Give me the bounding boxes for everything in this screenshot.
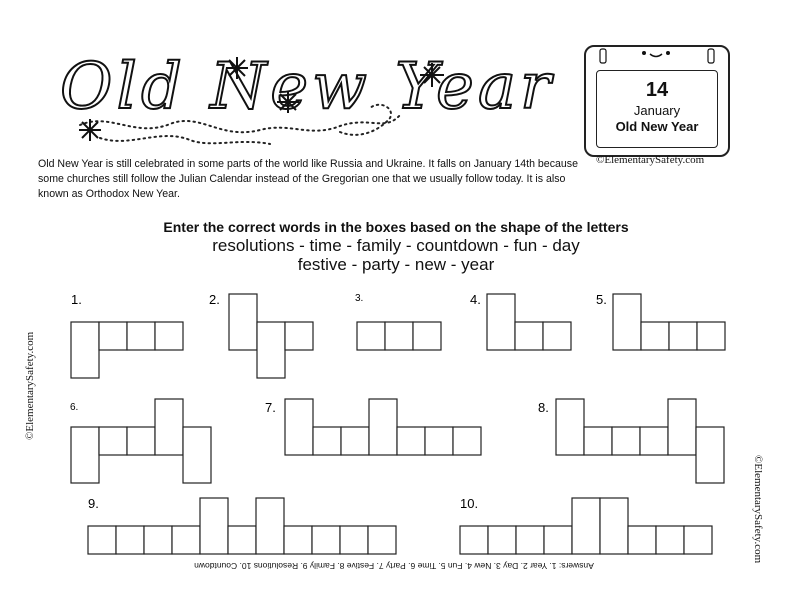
puzzle-1 xyxy=(71,292,183,378)
letter-box[interactable] xyxy=(696,427,724,483)
puzzle-label: 9. xyxy=(88,496,99,511)
letter-box[interactable] xyxy=(425,427,453,455)
calendar-day: 14 xyxy=(645,79,669,101)
letter-box[interactable] xyxy=(285,399,313,455)
letter-box[interactable] xyxy=(487,294,515,350)
letter-box[interactable] xyxy=(200,498,228,554)
letter-box[interactable] xyxy=(413,322,441,350)
letter-box[interactable] xyxy=(127,427,155,455)
puzzle-3 xyxy=(355,293,441,350)
puzzle-label: 1. xyxy=(71,292,82,307)
letter-box[interactable] xyxy=(488,526,516,554)
puzzle-6 xyxy=(70,399,211,483)
letter-box[interactable] xyxy=(116,526,144,554)
copyright-side-left: ©ElementarySafety.com xyxy=(24,331,36,440)
letter-box[interactable] xyxy=(88,526,116,554)
letter-box[interactable] xyxy=(313,427,341,455)
letter-box[interactable] xyxy=(357,322,385,350)
puzzle-7 xyxy=(265,399,481,455)
letter-box[interactable] xyxy=(71,322,99,378)
letter-box[interactable] xyxy=(697,322,725,350)
word-bank-line-2: festive - party - new - year xyxy=(297,255,495,274)
letter-box[interactable] xyxy=(613,294,641,350)
letter-box[interactable] xyxy=(340,526,368,554)
letter-box[interactable] xyxy=(155,399,183,455)
letter-box[interactable] xyxy=(127,322,155,350)
puzzle-label: 7. xyxy=(265,400,276,415)
letter-box[interactable] xyxy=(99,322,127,350)
letter-box[interactable] xyxy=(584,427,612,455)
puzzle-label: 6. xyxy=(70,402,79,413)
letter-box[interactable] xyxy=(543,322,571,350)
letter-box[interactable] xyxy=(369,399,397,455)
puzzle-10 xyxy=(460,496,712,554)
puzzle-label: 2. xyxy=(209,292,220,307)
letter-box[interactable] xyxy=(656,526,684,554)
letter-box[interactable] xyxy=(183,427,211,483)
title-heading: Old New Year xyxy=(60,50,555,124)
letter-box[interactable] xyxy=(368,526,396,554)
letter-box[interactable] xyxy=(312,526,340,554)
instructions: Enter the correct words in the boxes based on the shape of the letters xyxy=(163,219,629,235)
letter-box[interactable] xyxy=(641,322,669,350)
letter-box[interactable] xyxy=(556,399,584,455)
letter-box[interactable] xyxy=(668,399,696,455)
letter-box[interactable] xyxy=(257,322,285,378)
letter-box[interactable] xyxy=(453,427,481,455)
letter-box[interactable] xyxy=(71,427,99,483)
letter-box[interactable] xyxy=(460,526,488,554)
letter-box[interactable] xyxy=(172,526,200,554)
letter-box[interactable] xyxy=(229,294,257,350)
puzzle-8 xyxy=(538,399,724,483)
letter-box[interactable] xyxy=(640,427,668,455)
letter-box[interactable] xyxy=(144,526,172,554)
letter-box[interactable] xyxy=(572,498,600,554)
puzzle-2 xyxy=(209,292,313,378)
puzzle-label: 3. xyxy=(355,293,364,304)
answer-key: Answers: 1. Year 2. Day 3. New 4. Fun 5. Time 6. Party 7. Festive 8. Family 9. Resolutions 10. Countdown xyxy=(194,561,594,571)
calendar-month: January xyxy=(633,103,681,118)
puzzle-label: 10. xyxy=(460,496,479,511)
letter-box[interactable] xyxy=(284,526,312,554)
letter-box[interactable] xyxy=(612,427,640,455)
calendar-event: Old New Year xyxy=(615,119,699,134)
letter-box[interactable] xyxy=(285,322,313,350)
letter-box[interactable] xyxy=(256,498,284,554)
intro-paragraph: Old New Year is still celebrated in some parts of the world like Russia and Ukraine. It falls on January 14th because some churches still follow the Julian Calendar instead of the Gregorian one that we usually follow today. It is also known as Orthodox New Year. xyxy=(38,158,578,200)
letter-box[interactable] xyxy=(341,427,369,455)
puzzle-9 xyxy=(88,496,396,554)
letter-box[interactable] xyxy=(99,427,127,455)
letter-box[interactable] xyxy=(684,526,712,554)
letter-box[interactable] xyxy=(516,526,544,554)
letter-box[interactable] xyxy=(669,322,697,350)
letter-box[interactable] xyxy=(155,322,183,350)
puzzle-label: 8. xyxy=(538,400,549,415)
puzzle-4 xyxy=(470,292,571,350)
letter-box[interactable] xyxy=(228,526,256,554)
copyright-side-right: ©ElementarySafety.com xyxy=(752,455,764,564)
puzzle-label: 5. xyxy=(596,292,607,307)
letter-box[interactable] xyxy=(544,526,572,554)
word-bank-line-1: resolutions - time - family - countdown - fun - day xyxy=(212,236,580,255)
letter-box[interactable] xyxy=(385,322,413,350)
copyright-top: ©ElementarySafety.com xyxy=(596,154,705,166)
letter-box[interactable] xyxy=(397,427,425,455)
puzzle-5 xyxy=(596,292,725,350)
letter-box[interactable] xyxy=(600,498,628,554)
letter-box[interactable] xyxy=(515,322,543,350)
letter-box[interactable] xyxy=(628,526,656,554)
puzzle-label: 4. xyxy=(470,292,481,307)
